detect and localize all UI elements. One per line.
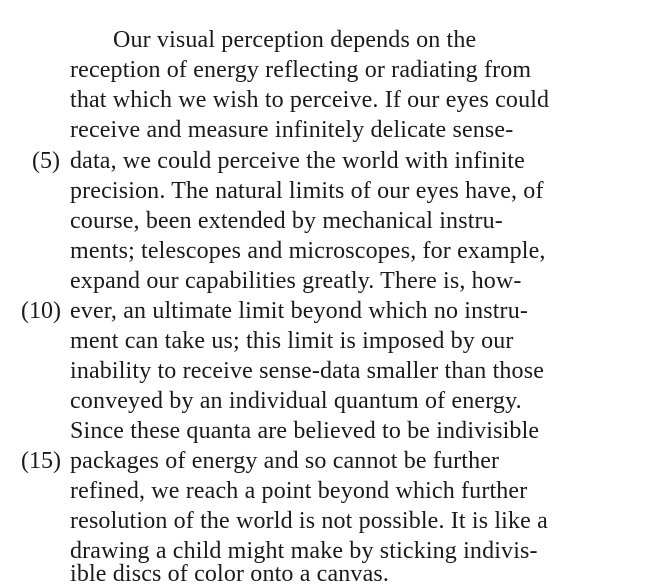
passage-line-15: packages of energy and so cannot be further (70, 448, 500, 474)
passage-line-13: conveyed by an individual quantum of energy. (70, 388, 522, 414)
passage-line-1: Our visual perception depends on the (113, 27, 477, 53)
passage-line-7: course, been extended by mechanical instru- (70, 208, 503, 234)
passage-line-14: Since these quanta are believed to be indivisible (70, 418, 540, 444)
passage-line-8: ments; telescopes and microscopes, for example, (70, 238, 546, 264)
passage-line-5: data, we could perceive the world with infinite (70, 148, 525, 174)
passage-line-16: refined, we reach a point beyond which further (70, 478, 528, 504)
passage-line-3: that which we wish to perceive. If our eyes could (70, 87, 550, 113)
line-number-5: (5) (32, 148, 60, 174)
passage-line-10: ever, an ultimate limit beyond which no instru- (70, 298, 528, 324)
passage-line-2: reception of energy reflecting or radiating from (70, 57, 532, 83)
line-number-15: (15) (21, 448, 61, 474)
passage-line-18: drawing a child might make by sticking indivis- (70, 538, 538, 564)
passage-line-17: resolution of the world is not possible. It is like a (70, 508, 548, 534)
passage-line-11: ment can take us; this limit is imposed by our (70, 328, 514, 354)
passage-line-19: ible discs of color onto a canvas. (70, 561, 390, 587)
passage-line-12: inability to receive sense-data smaller than those (70, 358, 544, 384)
line-number-10: (10) (21, 298, 61, 324)
passage-line-4: receive and measure infinitely delicate sense- (70, 117, 514, 143)
passage-line-9: expand our capabilities greatly. There is, how- (70, 268, 522, 294)
passage-line-6: precision. The natural limits of our eyes have, of (70, 178, 544, 204)
